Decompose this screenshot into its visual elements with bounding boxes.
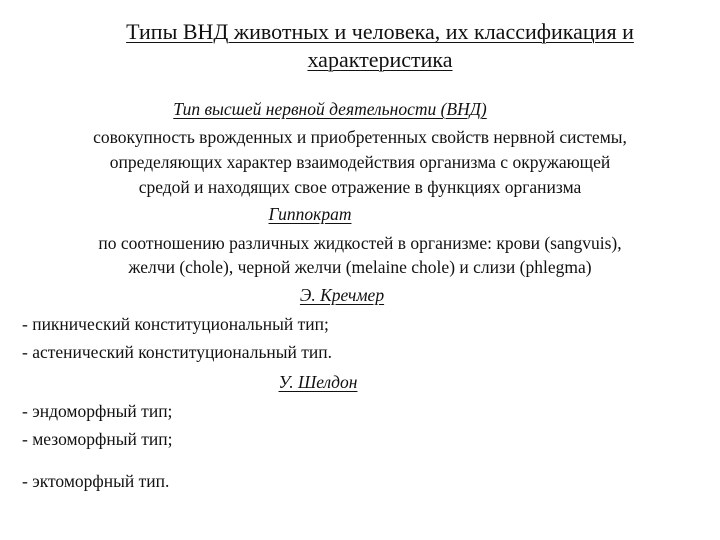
sheldon-item-3: - эктоморфный тип. [22, 471, 170, 491]
hippocrates-line-1: по соотношению различных жидкостей в организме: крови (sangvuis), [98, 233, 622, 253]
definition-line-3: средой и находящих свое отражение в функциях организма [138, 177, 582, 197]
hippocrates-name: Гиппократ [268, 204, 352, 224]
sheldon-name: У. Шелдон [278, 372, 358, 392]
definition-term: Тип высшей нервной деятельности (ВНД) [173, 99, 487, 119]
kretschmer-item-2: - астенический конституциональный тип. [22, 342, 333, 362]
sheldon-item-2: - мезоморфный тип; [22, 429, 173, 449]
definition-line-2: определяющих характер взаимодействия организма с окружающей [109, 152, 611, 172]
definition-line-1: совокупность врожденных и приобретенных свойств нервной системы, [93, 127, 627, 147]
kretschmer-item-1: - пикнический конституциональный тип; [22, 314, 329, 334]
kretschmer-name: Э. Кречмер [299, 285, 385, 305]
slide-title: Типы ВНД животных и человека, их классификация и характеристика [126, 19, 634, 72]
hippocrates-line-2: желчи (chole), черной желчи (melaine chole) и слизи (phlegma) [128, 257, 592, 277]
sheldon-item-1: - эндоморфный тип; [22, 401, 173, 421]
